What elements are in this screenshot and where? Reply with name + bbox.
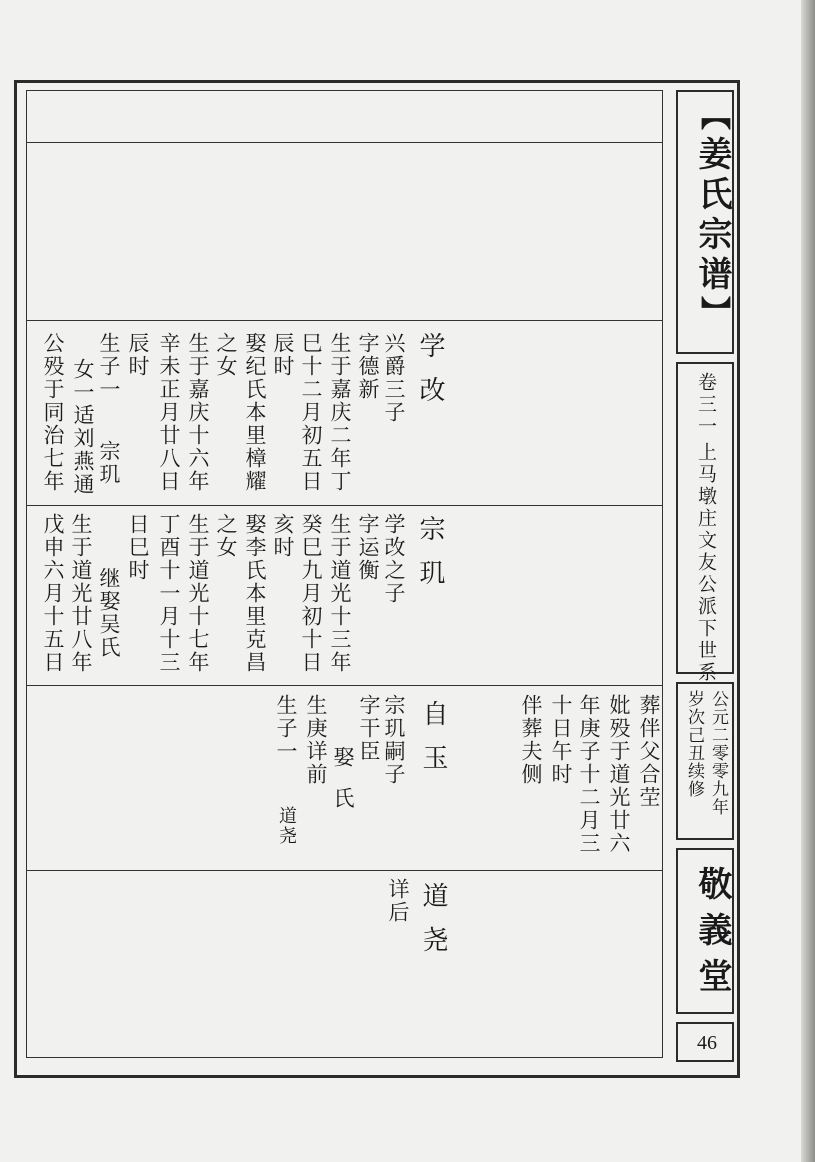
edition-line-1: 公元二零零九年 (708, 690, 728, 816)
row-divider-1 (26, 320, 663, 321)
book-title (688, 100, 737, 332)
entry-line: 戊申六月十五日 (41, 513, 65, 674)
entry-line: 娶李氏本里克昌 (243, 513, 267, 674)
entry-line: 生子一 (274, 694, 298, 763)
branch-label: 上马墩庄文友公派下世系 (695, 442, 717, 684)
bracket-close: 】 (695, 296, 730, 332)
entry-line: 辛未正月廿八日 (157, 332, 181, 493)
entry-name: 学改 (415, 332, 445, 420)
hall-name: 敬義堂 (692, 866, 732, 1004)
entry-line: 之女 (214, 332, 238, 378)
entry-line: 继娶吴氏 (97, 567, 121, 659)
row-divider-top (26, 142, 663, 143)
entry-name: 自玉 (418, 700, 448, 788)
entry-line: 学改之子 (382, 513, 406, 605)
volume-label: 卷三一 (695, 372, 717, 438)
entry-line: 字德新 (356, 332, 380, 401)
entry-line: 日巳时 (126, 513, 150, 582)
entry-line: 之女 (214, 513, 238, 559)
burial-line: 妣殁于道光廿六 (607, 694, 631, 855)
edition-box (676, 682, 734, 840)
hall-box (676, 848, 734, 1014)
bracket-open: 【 (695, 100, 730, 136)
row-divider-2 (26, 505, 663, 506)
entry-line: 巳十二月初五日 (299, 332, 323, 493)
entry-line: 详后 (386, 878, 410, 924)
page-number-box (676, 1022, 734, 1062)
entry-line: 女一适刘燕通 (71, 358, 95, 496)
entry-line: 生子一 (97, 332, 121, 401)
entry-line: 字运衡 (356, 513, 380, 582)
title-box (676, 90, 734, 354)
burial-line: 葬伴父合茔 (637, 694, 661, 809)
entry-line: 生庚详前 (304, 694, 328, 786)
entry-line: 娶纪氏本里樟耀 (243, 332, 267, 493)
edition-line-2: 岁次己丑续修 (684, 690, 704, 798)
entry-line: 癸巳九月初十日 (299, 513, 323, 674)
wife-note: 娶氏 (331, 746, 355, 828)
row-divider-4 (26, 870, 663, 871)
page-edge-shadow (801, 0, 815, 1162)
row-divider-3 (26, 685, 663, 686)
entry-line: 丁酉十一月十三 (157, 513, 181, 674)
entry-line: 辰时 (271, 332, 295, 378)
entry-line: 生于道光十七年 (186, 513, 210, 674)
book-title-text: 姜氏宗谱 (692, 136, 732, 296)
son-note: 道尧 (276, 806, 297, 846)
entry-line: 兴爵三子 (382, 332, 406, 424)
burial-line: 年庚子十二月三 (577, 694, 601, 855)
sidebar (676, 90, 734, 1062)
volume-box (676, 362, 734, 684)
son-note: 宗玑 (97, 440, 121, 486)
burial-line: 十日午时 (549, 694, 573, 786)
entry-line: 生于嘉庆二年丁 (328, 332, 352, 493)
page-number: 46 (697, 1032, 717, 1054)
entry-line: 宗玑嗣子 (382, 694, 406, 786)
entry-line: 辰时 (126, 332, 150, 378)
entry-name: 道尧 (418, 882, 448, 970)
entry-line: 生于道光十三年 (328, 513, 352, 674)
entry-line: 亥时 (271, 513, 295, 559)
entry-line: 字干臣 (357, 694, 381, 763)
entry-line: 公殁于同治七年 (41, 332, 65, 493)
burial-line: 伴葬夫侧 (519, 694, 543, 786)
entry-line: 生于嘉庆十六年 (186, 332, 210, 493)
entry-name: 宗玑 (415, 515, 445, 603)
entry-line: 生于道光廿八年 (69, 513, 93, 674)
